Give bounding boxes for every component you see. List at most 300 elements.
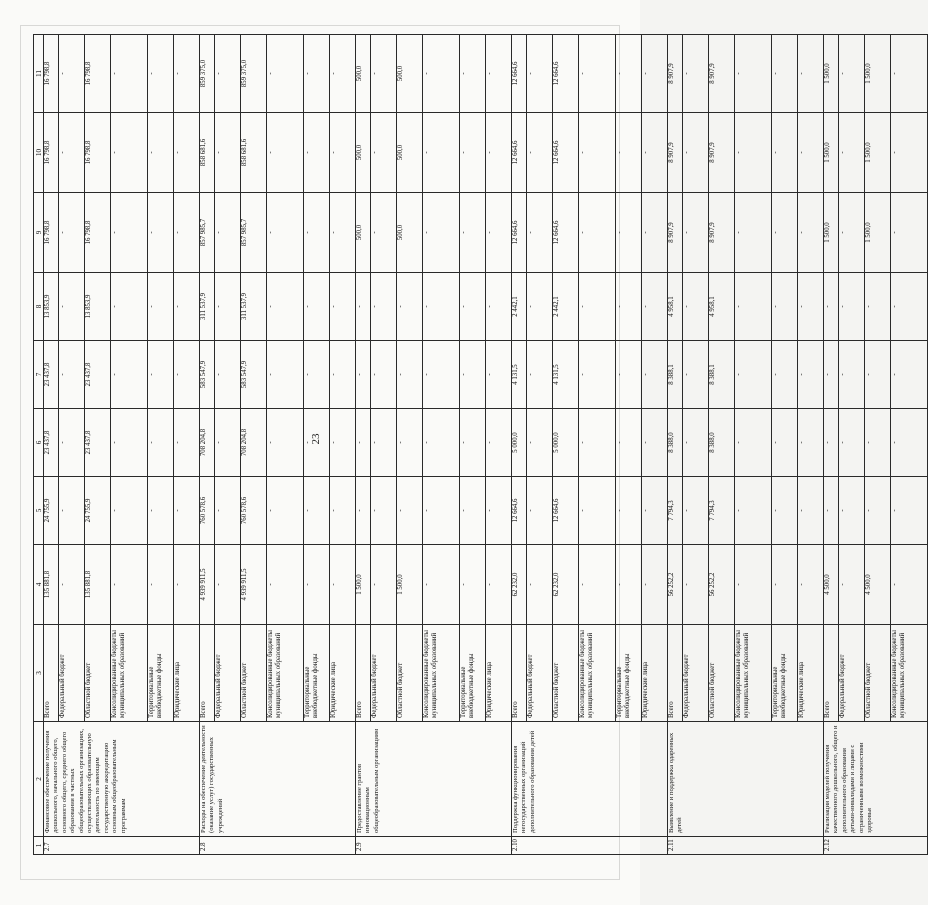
amount-cell: - bbox=[148, 113, 174, 193]
amount-cell: - bbox=[735, 409, 772, 477]
section-title: Реализация моделей получения качественного дошкольного, общего и дополнительного образования детьми-инвалидами и лицами с ограниченными возможностями здоровья bbox=[824, 722, 928, 837]
column-number-row bbox=[34, 35, 44, 855]
amount-cell: - bbox=[356, 341, 371, 409]
amount-cell: 4 131,5 bbox=[553, 341, 579, 409]
amount-cell: - bbox=[839, 341, 865, 409]
funding-source-label: Территориальные внебюджетные фонды bbox=[304, 625, 330, 722]
amount-cell: - bbox=[174, 477, 200, 545]
amount-cell: - bbox=[59, 113, 85, 193]
amount-cell: 24 755,9 bbox=[44, 477, 59, 545]
amount-cell: 4 939 911,5 bbox=[200, 545, 215, 625]
amount-cell: - bbox=[865, 409, 891, 477]
amount-cell: - bbox=[772, 193, 798, 273]
amount-cell: - bbox=[642, 35, 668, 113]
amount-cell: - bbox=[798, 273, 824, 341]
funding-source-label: Территориальные внебюджетные фонды bbox=[772, 625, 798, 722]
amount-cell: - bbox=[486, 193, 512, 273]
amount-cell: - bbox=[798, 35, 824, 113]
amount-cell: - bbox=[304, 273, 330, 341]
amount-cell: - bbox=[111, 113, 148, 193]
amount-cell: - bbox=[527, 113, 553, 193]
funding-source-label: Консолидированные бюджеты муниципальных образований bbox=[423, 625, 460, 722]
funding-source-label: Федеральный бюджет bbox=[527, 625, 553, 722]
amount-cell: - bbox=[642, 477, 668, 545]
amount-cell: - bbox=[330, 273, 356, 341]
amount-cell: - bbox=[59, 409, 85, 477]
amount-cell: - bbox=[356, 477, 371, 545]
amount-cell: 7 794,3 bbox=[668, 477, 683, 545]
amount-cell: - bbox=[267, 477, 304, 545]
amount-cell: 5 000,0 bbox=[512, 409, 527, 477]
amount-cell: - bbox=[148, 341, 174, 409]
funding-source-label: Территориальные внебюджетные фонды bbox=[460, 625, 486, 722]
amount-cell: - bbox=[579, 341, 616, 409]
amount-cell: - bbox=[460, 341, 486, 409]
amount-cell: - bbox=[579, 193, 616, 273]
amount-cell: - bbox=[527, 193, 553, 273]
amount-cell: 16 798,8 bbox=[85, 193, 111, 273]
amount-cell: 23 437,8 bbox=[85, 409, 111, 477]
amount-cell: - bbox=[891, 35, 928, 113]
amount-cell: 500,0 bbox=[397, 193, 423, 273]
amount-cell: 8 907,9 bbox=[709, 193, 735, 273]
amount-cell: - bbox=[267, 35, 304, 113]
amount-cell: - bbox=[579, 113, 616, 193]
amount-cell: - bbox=[371, 477, 397, 545]
amount-cell: - bbox=[772, 341, 798, 409]
amount-cell: 7 794,3 bbox=[709, 477, 735, 545]
amount-cell: - bbox=[616, 273, 642, 341]
amount-cell: - bbox=[148, 545, 174, 625]
amount-cell: - bbox=[616, 341, 642, 409]
amount-cell: - bbox=[735, 477, 772, 545]
funding-source-label: Юридические лица bbox=[486, 625, 512, 722]
amount-cell: 8 907,9 bbox=[668, 113, 683, 193]
amount-cell: - bbox=[59, 341, 85, 409]
amount-cell: 500,0 bbox=[397, 113, 423, 193]
amount-cell: - bbox=[460, 113, 486, 193]
amount-cell: 8 907,9 bbox=[709, 35, 735, 113]
amount-cell: - bbox=[616, 477, 642, 545]
amount-cell: 500,0 bbox=[397, 35, 423, 113]
funding-source-label: Всего bbox=[824, 625, 839, 722]
amount-cell: - bbox=[683, 273, 709, 341]
amount-cell: - bbox=[371, 409, 397, 477]
amount-cell: - bbox=[423, 545, 460, 625]
amount-cell: - bbox=[397, 409, 423, 477]
amount-cell: 4 500,0 bbox=[824, 545, 839, 625]
section-number: 2.10 bbox=[512, 837, 668, 855]
amount-cell: 1 500,0 bbox=[865, 35, 891, 113]
amount-cell: - bbox=[735, 193, 772, 273]
amount-cell: 4 958,1 bbox=[709, 273, 735, 341]
amount-cell: - bbox=[215, 477, 241, 545]
funding-source-label: Федеральный бюджет bbox=[215, 625, 241, 722]
amount-cell: - bbox=[616, 545, 642, 625]
amount-cell: - bbox=[397, 341, 423, 409]
column-number: 7 bbox=[34, 341, 44, 409]
amount-cell: 8 388,0 bbox=[668, 409, 683, 477]
amount-cell: - bbox=[772, 477, 798, 545]
amount-cell: - bbox=[423, 113, 460, 193]
amount-cell: - bbox=[330, 545, 356, 625]
amount-cell: - bbox=[59, 477, 85, 545]
amount-cell: - bbox=[891, 477, 928, 545]
column-number: 2 bbox=[34, 722, 44, 837]
amount-cell: - bbox=[865, 477, 891, 545]
section-number: 2.8 bbox=[200, 837, 356, 855]
section-title: Выявление и поддержка одаренных детей bbox=[668, 722, 824, 837]
amount-cell: - bbox=[839, 545, 865, 625]
amount-cell: 12 664,6 bbox=[512, 35, 527, 113]
amount-cell: - bbox=[330, 341, 356, 409]
table-row bbox=[356, 35, 371, 855]
amount-cell: - bbox=[423, 193, 460, 273]
amount-cell: 135 881,8 bbox=[85, 545, 111, 625]
amount-cell: - bbox=[486, 273, 512, 341]
amount-cell: - bbox=[486, 35, 512, 113]
funding-source-label: Юридические лица bbox=[174, 625, 200, 722]
amount-cell: 16 798,8 bbox=[44, 113, 59, 193]
amount-cell: - bbox=[423, 477, 460, 545]
amount-cell: 708 204,8 bbox=[200, 409, 215, 477]
section-title: Предоставление грантов инновационным общеобразовательным организациям bbox=[356, 722, 512, 837]
amount-cell: - bbox=[215, 35, 241, 113]
amount-cell: 8 388,1 bbox=[668, 341, 683, 409]
amount-cell: - bbox=[304, 193, 330, 273]
amount-cell: - bbox=[824, 477, 839, 545]
amount-cell: - bbox=[174, 341, 200, 409]
amount-cell: - bbox=[486, 477, 512, 545]
table-body bbox=[34, 35, 928, 855]
amount-cell: - bbox=[891, 273, 928, 341]
amount-cell: 8 907,9 bbox=[668, 193, 683, 273]
amount-cell: 311 537,9 bbox=[241, 273, 267, 341]
amount-cell: 5 000,0 bbox=[553, 409, 579, 477]
amount-cell: 859 375,0 bbox=[241, 35, 267, 113]
amount-cell: - bbox=[527, 409, 553, 477]
funding-source-label: Всего bbox=[44, 625, 59, 722]
amount-cell: 12 664,6 bbox=[553, 477, 579, 545]
amount-cell: - bbox=[642, 113, 668, 193]
funding-source-label: Территориальные внебюджетные фонды bbox=[616, 625, 642, 722]
amount-cell: 583 547,9 bbox=[200, 341, 215, 409]
amount-cell: - bbox=[683, 113, 709, 193]
amount-cell: - bbox=[798, 341, 824, 409]
amount-cell: - bbox=[527, 341, 553, 409]
amount-cell: 583 547,9 bbox=[241, 341, 267, 409]
amount-cell: - bbox=[148, 35, 174, 113]
amount-cell: - bbox=[304, 341, 330, 409]
amount-cell: - bbox=[215, 113, 241, 193]
amount-cell: 1 500,0 bbox=[824, 113, 839, 193]
amount-cell: - bbox=[59, 273, 85, 341]
amount-cell: - bbox=[423, 409, 460, 477]
amount-cell: - bbox=[735, 545, 772, 625]
amount-cell: - bbox=[267, 341, 304, 409]
amount-cell: 857 985,7 bbox=[200, 193, 215, 273]
funding-source-label: Консолидированные бюджеты муниципальных образований bbox=[579, 625, 616, 722]
amount-cell: - bbox=[486, 341, 512, 409]
amount-cell: - bbox=[527, 545, 553, 625]
amount-cell: - bbox=[371, 341, 397, 409]
amount-cell: - bbox=[891, 113, 928, 193]
amount-cell: - bbox=[59, 545, 85, 625]
amount-cell: - bbox=[460, 35, 486, 113]
amount-cell: - bbox=[59, 193, 85, 273]
funding-source-label: Юридические лица bbox=[642, 625, 668, 722]
amount-cell: - bbox=[527, 35, 553, 113]
amount-cell: - bbox=[371, 193, 397, 273]
amount-cell: - bbox=[798, 113, 824, 193]
amount-cell: - bbox=[891, 409, 928, 477]
column-number: 1 bbox=[34, 837, 44, 855]
amount-cell: 500,0 bbox=[356, 113, 371, 193]
amount-cell: - bbox=[839, 273, 865, 341]
amount-cell: 62 232,0 bbox=[553, 545, 579, 625]
funding-source-label: Консолидированные бюджеты муниципальных образований bbox=[891, 625, 928, 722]
amount-cell: - bbox=[174, 545, 200, 625]
funding-source-label: Консолидированные бюджеты муниципальных образований bbox=[111, 625, 148, 722]
section-title: Финансовое обеспечение получения дошкольного, начального общего, основного общего, среднего общего образования в частных общеобразовательных организациях, осуществляющих образовательную деятельность по имеющим государственную аккредитацию основным общеобразовательным программам bbox=[44, 722, 200, 837]
amount-cell: - bbox=[111, 193, 148, 273]
amount-cell: 2 442,1 bbox=[553, 273, 579, 341]
amount-cell: - bbox=[772, 273, 798, 341]
amount-cell: 12 664,6 bbox=[512, 477, 527, 545]
amount-cell: - bbox=[267, 545, 304, 625]
amount-cell: - bbox=[824, 273, 839, 341]
amount-cell: - bbox=[579, 35, 616, 113]
funding-source-label: Федеральный бюджет bbox=[683, 625, 709, 722]
column-number: 9 bbox=[34, 193, 44, 273]
amount-cell: 4 939 911,5 bbox=[241, 545, 267, 625]
amount-cell: - bbox=[460, 273, 486, 341]
funding-source-label: Федеральный бюджет bbox=[371, 625, 397, 722]
amount-cell: 23 437,8 bbox=[44, 341, 59, 409]
amount-cell: 858 681,6 bbox=[200, 113, 215, 193]
amount-cell: - bbox=[59, 35, 85, 113]
amount-cell: - bbox=[111, 545, 148, 625]
amount-cell: - bbox=[174, 193, 200, 273]
amount-cell: - bbox=[683, 545, 709, 625]
amount-cell: - bbox=[616, 409, 642, 477]
page-number: 23 bbox=[310, 433, 322, 445]
amount-cell: - bbox=[460, 193, 486, 273]
amount-cell: - bbox=[683, 193, 709, 273]
funding-source-label: Консолидированные бюджеты муниципальных образований bbox=[735, 625, 772, 722]
amount-cell: - bbox=[579, 409, 616, 477]
amount-cell: - bbox=[735, 341, 772, 409]
amount-cell: - bbox=[460, 477, 486, 545]
amount-cell: - bbox=[839, 409, 865, 477]
amount-cell: - bbox=[330, 113, 356, 193]
amount-cell: - bbox=[371, 273, 397, 341]
amount-cell: 1 500,0 bbox=[824, 35, 839, 113]
table-row bbox=[44, 35, 59, 855]
amount-cell: 500,0 bbox=[356, 193, 371, 273]
amount-cell: - bbox=[397, 273, 423, 341]
amount-cell: 16 798,8 bbox=[44, 193, 59, 273]
column-number: 5 bbox=[34, 477, 44, 545]
funding-source-label: Областной бюджет bbox=[865, 625, 891, 722]
section-number: 2.7 bbox=[44, 837, 200, 855]
amount-cell: - bbox=[798, 477, 824, 545]
table-row bbox=[668, 35, 683, 855]
amount-cell: - bbox=[798, 545, 824, 625]
amount-cell: - bbox=[423, 341, 460, 409]
amount-cell: 4 958,1 bbox=[668, 273, 683, 341]
amount-cell: - bbox=[330, 409, 356, 477]
amount-cell: - bbox=[423, 35, 460, 113]
amount-cell: 8 388,1 bbox=[709, 341, 735, 409]
amount-cell: - bbox=[616, 113, 642, 193]
amount-cell: 4 500,0 bbox=[865, 545, 891, 625]
funding-source-label: Всего bbox=[356, 625, 371, 722]
amount-cell: - bbox=[865, 341, 891, 409]
amount-cell: - bbox=[215, 273, 241, 341]
amount-cell: 311 537,9 bbox=[200, 273, 215, 341]
section-title: Расходы на обеспечение деятельности (оказание услуг) государственных учреждений bbox=[200, 722, 356, 837]
amount-cell: - bbox=[642, 193, 668, 273]
amount-cell: - bbox=[824, 341, 839, 409]
amount-cell: - bbox=[839, 35, 865, 113]
amount-cell: - bbox=[486, 113, 512, 193]
amount-cell: 8 388,0 bbox=[709, 409, 735, 477]
column-number: 3 bbox=[34, 625, 44, 722]
budget-table bbox=[33, 34, 928, 855]
amount-cell: - bbox=[111, 273, 148, 341]
amount-cell: - bbox=[460, 545, 486, 625]
amount-cell: - bbox=[891, 341, 928, 409]
amount-cell: - bbox=[772, 545, 798, 625]
amount-cell: 23 437,8 bbox=[44, 409, 59, 477]
amount-cell: - bbox=[683, 409, 709, 477]
amount-cell: - bbox=[304, 477, 330, 545]
amount-cell: - bbox=[735, 35, 772, 113]
table-row bbox=[512, 35, 527, 855]
amount-cell: - bbox=[215, 341, 241, 409]
amount-cell: - bbox=[148, 273, 174, 341]
amount-cell: - bbox=[527, 477, 553, 545]
amount-cell: - bbox=[356, 409, 371, 477]
amount-cell: 16 798,8 bbox=[85, 35, 111, 113]
amount-cell: - bbox=[798, 193, 824, 273]
funding-source-label: Областной бюджет bbox=[241, 625, 267, 722]
amount-cell: - bbox=[486, 409, 512, 477]
amount-cell: 12 664,6 bbox=[512, 193, 527, 273]
amount-cell: - bbox=[735, 113, 772, 193]
amount-cell: - bbox=[174, 273, 200, 341]
funding-source-label: Федеральный бюджет bbox=[59, 625, 85, 722]
amount-cell: - bbox=[683, 477, 709, 545]
funding-source-label: Областной бюджет bbox=[553, 625, 579, 722]
amount-cell: - bbox=[642, 341, 668, 409]
amount-cell: - bbox=[267, 193, 304, 273]
amount-cell: 12 664,6 bbox=[553, 35, 579, 113]
funding-source-label: Всего bbox=[668, 625, 683, 722]
funding-source-label: Консолидированные бюджеты муниципальных образований bbox=[267, 625, 304, 722]
funding-source-label: Областной бюджет bbox=[85, 625, 111, 722]
amount-cell: - bbox=[356, 273, 371, 341]
amount-cell: - bbox=[579, 273, 616, 341]
funding-source-label: Областной бюджет bbox=[709, 625, 735, 722]
amount-cell: - bbox=[579, 477, 616, 545]
column-number: 8 bbox=[34, 273, 44, 341]
column-number: 4 bbox=[34, 545, 44, 625]
amount-cell: - bbox=[111, 477, 148, 545]
rotated-table-wrapper bbox=[33, 35, 906, 855]
amount-cell: - bbox=[772, 409, 798, 477]
amount-cell: - bbox=[304, 409, 330, 477]
amount-cell: - bbox=[798, 409, 824, 477]
amount-cell: - bbox=[371, 113, 397, 193]
amount-cell: - bbox=[174, 35, 200, 113]
amount-cell: 12 664,6 bbox=[553, 113, 579, 193]
amount-cell: - bbox=[267, 409, 304, 477]
amount-cell: 16 798,8 bbox=[85, 113, 111, 193]
amount-cell: 857 985,7 bbox=[241, 193, 267, 273]
amount-cell: - bbox=[616, 193, 642, 273]
amount-cell: - bbox=[616, 35, 642, 113]
amount-cell: 760 578,6 bbox=[200, 477, 215, 545]
amount-cell: - bbox=[579, 545, 616, 625]
amount-cell: - bbox=[111, 35, 148, 113]
amount-cell: - bbox=[371, 35, 397, 113]
column-number: 6 bbox=[34, 409, 44, 477]
amount-cell: - bbox=[486, 545, 512, 625]
amount-cell: 56 252,2 bbox=[668, 545, 683, 625]
amount-cell: - bbox=[304, 545, 330, 625]
amount-cell: - bbox=[330, 193, 356, 273]
amount-cell: - bbox=[683, 35, 709, 113]
amount-cell: 1 500,0 bbox=[397, 545, 423, 625]
amount-cell: 56 252,2 bbox=[709, 545, 735, 625]
amount-cell: - bbox=[642, 545, 668, 625]
section-number: 2.11 bbox=[668, 837, 824, 855]
amount-cell: - bbox=[891, 193, 928, 273]
amount-cell: - bbox=[371, 545, 397, 625]
amount-cell: 24 755,9 bbox=[85, 477, 111, 545]
amount-cell: - bbox=[111, 409, 148, 477]
amount-cell: 13 853,9 bbox=[44, 273, 59, 341]
amount-cell: - bbox=[397, 477, 423, 545]
funding-source-label: Всего bbox=[512, 625, 527, 722]
column-number: 10 bbox=[34, 113, 44, 193]
amount-cell: - bbox=[839, 113, 865, 193]
amount-cell: 1 500,0 bbox=[824, 193, 839, 273]
amount-cell: - bbox=[148, 477, 174, 545]
amount-cell: 135 881,8 bbox=[44, 545, 59, 625]
amount-cell: 858 681,6 bbox=[241, 113, 267, 193]
amount-cell: - bbox=[215, 409, 241, 477]
amount-cell: - bbox=[267, 113, 304, 193]
amount-cell: 16 798,8 bbox=[44, 35, 59, 113]
funding-source-label: Всего bbox=[200, 625, 215, 722]
amount-cell: - bbox=[111, 341, 148, 409]
amount-cell: 500,0 bbox=[356, 35, 371, 113]
amount-cell: - bbox=[527, 273, 553, 341]
amount-cell: - bbox=[642, 409, 668, 477]
amount-cell: - bbox=[772, 35, 798, 113]
amount-cell: - bbox=[215, 545, 241, 625]
amount-cell: - bbox=[148, 409, 174, 477]
amount-cell: 8 907,9 bbox=[709, 113, 735, 193]
amount-cell: 4 131,5 bbox=[512, 341, 527, 409]
amount-cell: 1 500,0 bbox=[865, 113, 891, 193]
table-row bbox=[200, 35, 215, 855]
amount-cell: - bbox=[839, 477, 865, 545]
amount-cell: - bbox=[304, 35, 330, 113]
